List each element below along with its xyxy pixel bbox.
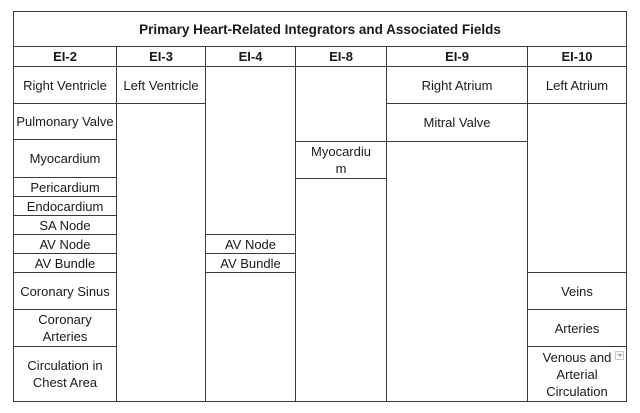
- table-title: Primary Heart-Related Integrators and Associated Fields: [14, 12, 626, 47]
- empty-cell: [528, 104, 626, 273]
- table: [13, 11, 627, 402]
- cell-text: Venous and Arterial Circulation: [542, 349, 612, 399]
- table-cell: [528, 347, 626, 401]
- table-cell: Myocardium: [14, 140, 116, 178]
- column-ei-10: [527, 47, 626, 401]
- empty-cell: [296, 67, 386, 142]
- column-header: EI-3: [117, 47, 205, 67]
- table-cell: Right Atrium: [387, 67, 527, 104]
- empty-cell: [206, 67, 295, 235]
- column-header: EI-4: [206, 47, 295, 67]
- table-cell: Coronary Sinus: [14, 273, 116, 310]
- table-cell: Left Atrium: [528, 67, 626, 104]
- column-header: EI-10: [528, 47, 626, 67]
- table-cell: Mitral Valve: [387, 104, 527, 142]
- table-cell: Myocardium: [296, 142, 386, 179]
- column-header: EI-8: [296, 47, 386, 67]
- table-cell: SA Node: [14, 216, 116, 235]
- dropdown-arrow-icon[interactable]: [615, 351, 624, 360]
- table-cell: Circulation in Chest Area: [27, 358, 103, 390]
- column-header: EI-2: [14, 47, 116, 67]
- table-cell: Pulmonary Valve: [14, 104, 116, 140]
- table-cell: Arteries: [528, 310, 626, 347]
- table-cell: AV Node: [206, 235, 295, 254]
- column-ei-9: [386, 47, 527, 401]
- table-cell: Right Ventricle: [14, 67, 116, 104]
- table-cell: Left Ventricle: [117, 67, 205, 104]
- column-header: EI-9: [387, 47, 527, 67]
- column-ei-8: [295, 47, 386, 401]
- table-cell: Coronary Arteries: [14, 310, 116, 347]
- column-ei-3: [116, 47, 205, 401]
- table-cell: AV Bundle: [206, 254, 295, 273]
- table-cell: AV Bundle: [14, 254, 116, 273]
- column-ei-4: [205, 47, 295, 401]
- column-ei-2: [14, 47, 116, 401]
- table-cell: Pericardium: [14, 178, 116, 197]
- table-cell: Endocardium: [14, 197, 116, 216]
- table-cell: AV Node: [14, 235, 116, 254]
- table-cell: Veins: [528, 273, 626, 310]
